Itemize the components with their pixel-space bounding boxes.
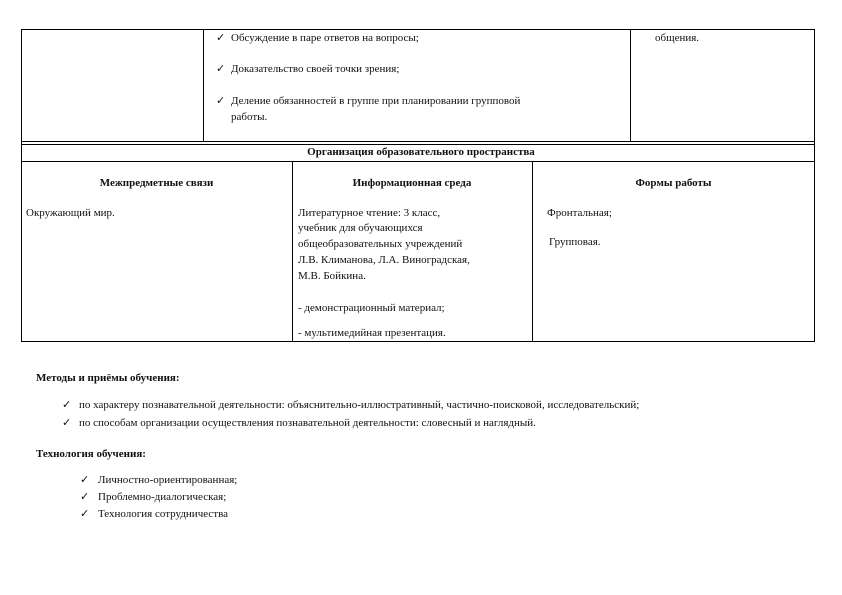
technology-item: Личностно-ориентированная; [98, 474, 238, 486]
technology-item: Технология сотрудничества [98, 508, 228, 520]
column-header-interdisciplinary: Межпредметные связи [99, 177, 214, 189]
check-icon: ✓ [80, 490, 90, 503]
methods-item: по характеру познавательной деятельности: объяснительно-иллюстративный, частично-поисковой, исследовательский; [79, 399, 640, 411]
info-env-line: Л.В. Климанова, Л.А. Виноградская, [298, 254, 470, 266]
form-item: Групповая. [549, 236, 601, 248]
check-icon: ✓ [62, 416, 72, 429]
info-env-item: - мультимедийная презентация. [298, 327, 446, 339]
table-divider [21, 141, 815, 142]
check-icon: ✓ [216, 31, 226, 44]
table-divider [21, 144, 815, 145]
activity-item: Деление обязанностей в группе при планировании групповой [231, 95, 521, 107]
activity-item: Обсуждение в паре ответов на вопросы; [231, 32, 419, 44]
column-header-info-env: Информационная среда [352, 177, 472, 189]
activity-item: Доказательство своей точки зрения; [231, 63, 400, 75]
section-title: Организация образовательного пространства [307, 146, 535, 158]
check-icon: ✓ [216, 62, 226, 75]
info-env-line: М.В. Бойкина. [298, 270, 366, 282]
check-icon: ✓ [216, 94, 226, 107]
methods-title: Методы и приёмы обучения: [36, 372, 180, 384]
info-env-item: - демонстрационный материал; [298, 302, 445, 314]
info-env-line: общеобразовательных учреждений [298, 238, 463, 250]
check-icon: ✓ [80, 473, 90, 486]
column-header-forms: Формы работы [635, 177, 712, 189]
form-item: Фронтальная; [547, 207, 612, 219]
technology-title: Технология обучения: [36, 448, 146, 460]
check-icon: ✓ [80, 507, 90, 520]
table-divider [203, 29, 204, 141]
methods-item: по способам организации осуществления познавательной деятельности: словесный и наглядный. [79, 417, 536, 429]
check-icon: ✓ [62, 398, 72, 411]
activity-item-continuation: работы. [231, 111, 268, 123]
info-env-line: Литературное чтение: 3 класс, [298, 207, 441, 219]
table-divider [21, 161, 815, 162]
interdisciplinary-text: Окружающий мир. [26, 207, 115, 219]
right-cell-text: общения. [655, 32, 700, 44]
info-env-line: учебник для обучающихся [298, 222, 423, 234]
table-divider [630, 29, 631, 141]
technology-item: Проблемно-диалогическая; [98, 491, 227, 503]
